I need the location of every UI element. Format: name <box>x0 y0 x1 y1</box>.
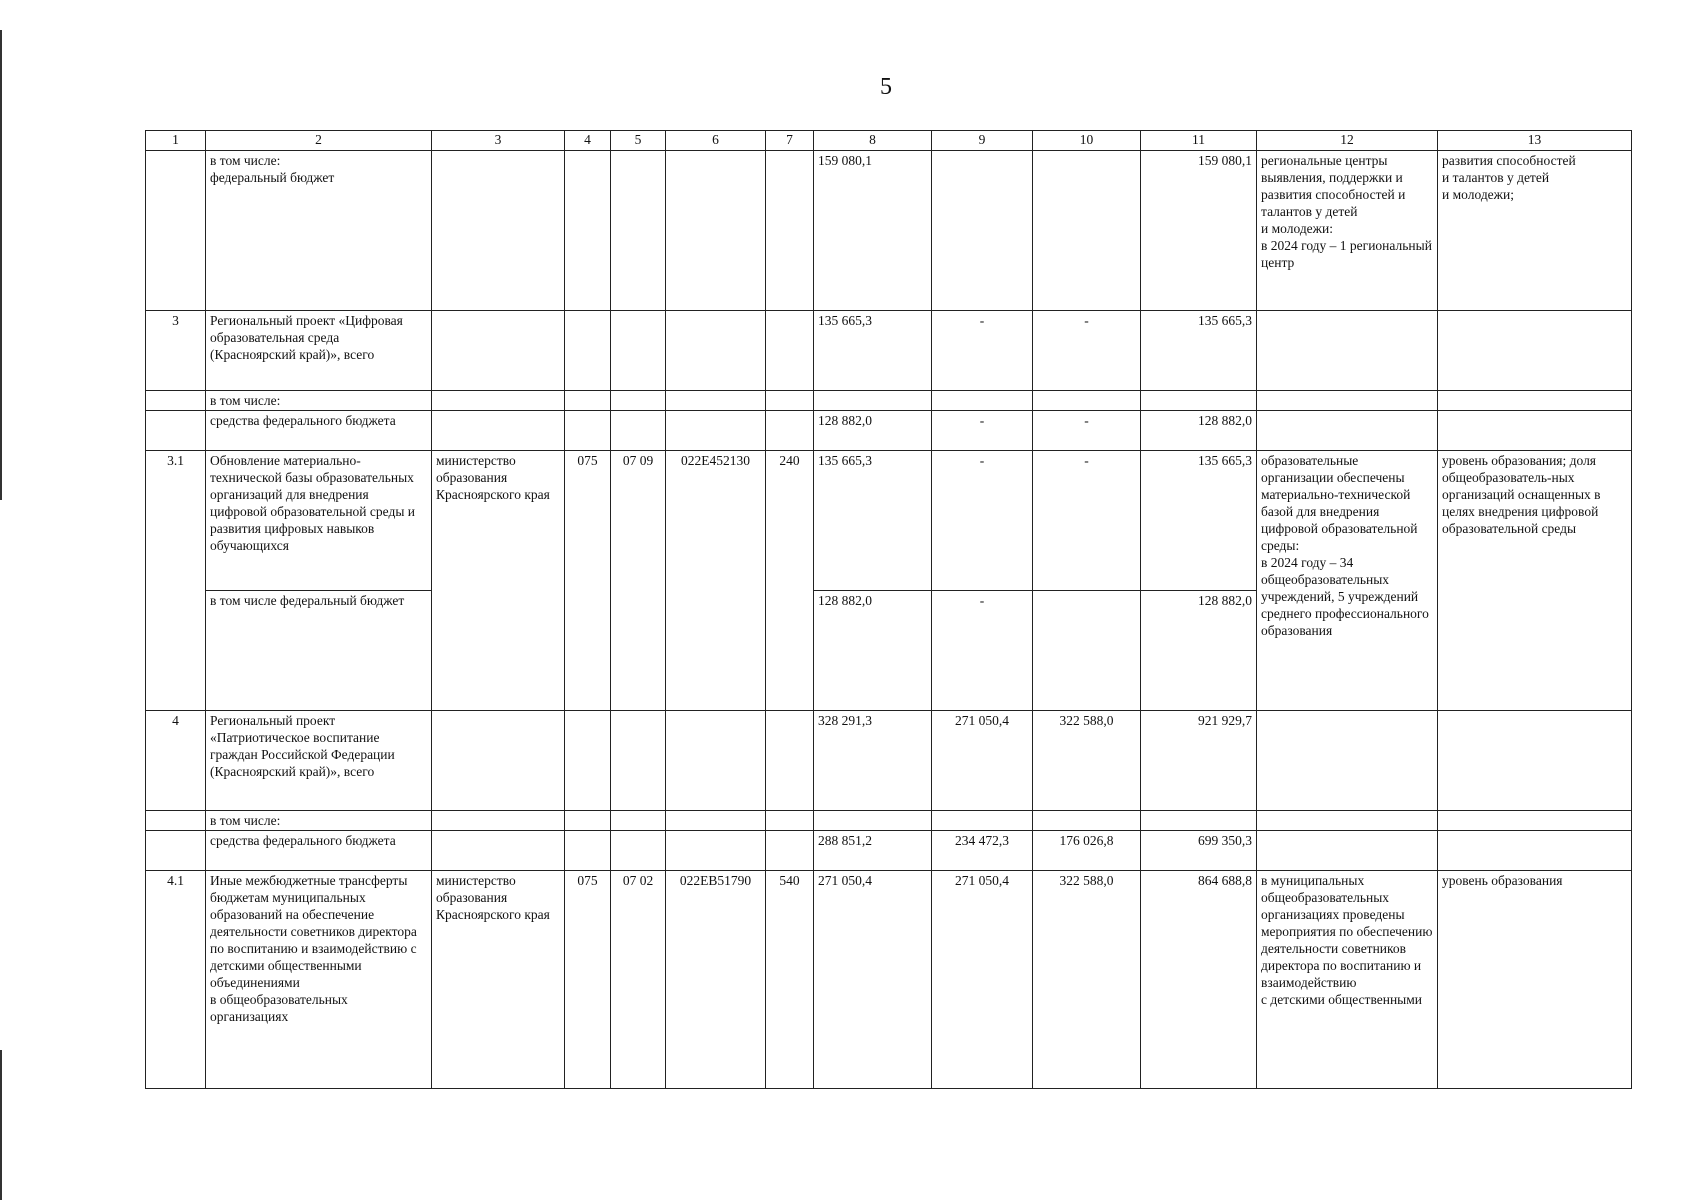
cell-year-2: 271 050,4 <box>932 871 1033 1089</box>
cell-number <box>146 151 206 311</box>
table-row <box>146 811 1632 831</box>
header-cell: 5 <box>611 131 666 151</box>
cell-indicator <box>1438 831 1632 871</box>
table-row <box>146 311 1632 391</box>
cell-total: 921 929,7 <box>1141 711 1257 811</box>
cell-indicator <box>1438 811 1632 831</box>
cell-grbs <box>565 411 611 451</box>
cell-indicator <box>1438 711 1632 811</box>
cell-vr: 540 <box>766 871 814 1089</box>
cell-year-3: - <box>1033 311 1141 391</box>
cell-number <box>146 811 206 831</box>
cell-year-3 <box>1033 591 1141 711</box>
cell-rzpr <box>611 391 666 411</box>
cell-indicator: развития способностей и талантов у детей и молодежи; <box>1438 151 1632 311</box>
cell-number: 4 <box>146 711 206 811</box>
cell-year-1 <box>814 391 932 411</box>
header-cell: 7 <box>766 131 814 151</box>
cell-result: региональные центры выявления, поддержки и развития способностей и талантов у детей и молодежи: в 2024 году – 1 региональный центр <box>1257 151 1438 311</box>
header-cell: 8 <box>814 131 932 151</box>
cell-csr <box>666 311 766 391</box>
cell-executor <box>432 151 565 311</box>
cell-number <box>146 411 206 451</box>
cell-name: в том числе: федеральный бюджет <box>206 151 432 311</box>
header-cell: 12 <box>1257 131 1438 151</box>
cell-year-3 <box>1033 391 1141 411</box>
cell-year-1: 328 291,3 <box>814 711 932 811</box>
cell-name: Обновление материально-технической базы образовательных организаций для внедрения цифровой образовательной среды и развития цифровых навыков обучающихся <box>206 451 432 591</box>
cell-rzpr <box>611 831 666 871</box>
cell-year-1: 135 665,3 <box>814 451 932 591</box>
cell-name: Региональный проект «Патриотическое воспитание граждан Российской Федерации (Красноярский край)», всего <box>206 711 432 811</box>
cell-number: 3 <box>146 311 206 391</box>
cell-year-1: 128 882,0 <box>814 411 932 451</box>
cell-name: в том числе федеральный бюджет <box>206 591 432 711</box>
cell-total: 159 080,1 <box>1141 151 1257 311</box>
cell-csr <box>666 391 766 411</box>
cell-total: 128 882,0 <box>1141 591 1257 711</box>
header-cell: 13 <box>1438 131 1632 151</box>
cell-number <box>146 831 206 871</box>
cell-indicator <box>1438 391 1632 411</box>
cell-rzpr <box>611 311 666 391</box>
cell-executor <box>432 831 565 871</box>
cell-vr <box>766 811 814 831</box>
cell-result: образовательные организации обеспечены материально-технической базой для внедрения цифровой образовательной среды: в 2024 году – 34 общеобразовательных учреждений, 5 учреждений среднего профессионального образования <box>1257 451 1438 711</box>
header-cell: 3 <box>432 131 565 151</box>
cell-grbs: 075 <box>565 871 611 1089</box>
cell-total: 135 665,3 <box>1141 451 1257 591</box>
cell-csr: 022EВ51790 <box>666 871 766 1089</box>
header-row <box>146 131 1632 151</box>
cell-vr <box>766 711 814 811</box>
header-cell: 4 <box>565 131 611 151</box>
cell-csr: 022E452130 <box>666 451 766 711</box>
cell-vr: 240 <box>766 451 814 711</box>
cell-year-2: - <box>932 591 1033 711</box>
cell-csr <box>666 151 766 311</box>
cell-indicator: уровень образования <box>1438 871 1632 1089</box>
cell-grbs <box>565 831 611 871</box>
cell-rzpr: 07 02 <box>611 871 666 1089</box>
cell-year-3 <box>1033 151 1141 311</box>
cell-year-1: 128 882,0 <box>814 591 932 711</box>
cell-csr <box>666 411 766 451</box>
cell-rzpr <box>611 151 666 311</box>
cell-total <box>1141 391 1257 411</box>
cell-rzpr <box>611 411 666 451</box>
cell-executor <box>432 391 565 411</box>
cell-year-2: 271 050,4 <box>932 711 1033 811</box>
cell-total: 128 882,0 <box>1141 411 1257 451</box>
cell-number: 4.1 <box>146 871 206 1089</box>
cell-executor <box>432 311 565 391</box>
cell-rzpr <box>611 811 666 831</box>
cell-total: 864 688,8 <box>1141 871 1257 1089</box>
cell-grbs <box>565 711 611 811</box>
header-cell: 6 <box>666 131 766 151</box>
cell-year-3: - <box>1033 411 1141 451</box>
cell-executor: министерство образования Красноярского края <box>432 451 565 711</box>
table-row <box>146 831 1632 871</box>
table-row <box>146 711 1632 811</box>
cell-grbs: 075 <box>565 451 611 711</box>
cell-name: средства федерального бюджета <box>206 411 432 451</box>
cell-grbs <box>565 151 611 311</box>
cell-year-1: 135 665,3 <box>814 311 932 391</box>
cell-year-2: - <box>932 411 1033 451</box>
cell-vr <box>766 151 814 311</box>
cell-result <box>1257 411 1438 451</box>
table-row <box>146 151 1632 311</box>
cell-number: 3.1 <box>146 451 206 711</box>
page-number: 5 <box>880 74 892 100</box>
cell-year-2 <box>932 151 1033 311</box>
cell-year-1: 288 851,2 <box>814 831 932 871</box>
table-row <box>146 451 1632 591</box>
header-cell: 2 <box>206 131 432 151</box>
header-cell: 1 <box>146 131 206 151</box>
cell-name: Иные межбюджетные трансферты бюджетам муниципальных образований на обеспечение деятельности советников директора по воспитанию и взаимодействию с детскими общественными объединениями в общеобразовательных организациях <box>206 871 432 1089</box>
cell-year-2 <box>932 391 1033 411</box>
cell-number <box>146 391 206 411</box>
cell-year-2: - <box>932 451 1033 591</box>
cell-year-3: - <box>1033 451 1141 591</box>
cell-executor <box>432 411 565 451</box>
cell-grbs <box>565 811 611 831</box>
cell-year-3: 322 588,0 <box>1033 871 1141 1089</box>
header-cell: 10 <box>1033 131 1141 151</box>
cell-year-2 <box>932 811 1033 831</box>
cell-rzpr: 07 09 <box>611 451 666 711</box>
cell-csr <box>666 831 766 871</box>
cell-year-1 <box>814 811 932 831</box>
cell-total <box>1141 811 1257 831</box>
cell-name: в том числе: <box>206 811 432 831</box>
cell-vr <box>766 311 814 391</box>
cell-csr <box>666 711 766 811</box>
cell-grbs <box>565 311 611 391</box>
cell-year-3 <box>1033 811 1141 831</box>
table-row <box>146 391 1632 411</box>
cell-vr <box>766 391 814 411</box>
cell-rzpr <box>611 711 666 811</box>
cell-name: в том числе: <box>206 391 432 411</box>
cell-csr <box>666 811 766 831</box>
cell-result <box>1257 711 1438 811</box>
cell-grbs <box>565 391 611 411</box>
cell-indicator: уровень образования; доля общеобразователь-ных организаций оснащенных в целях внедрения цифровой образовательной среды <box>1438 451 1632 711</box>
table-row <box>146 411 1632 451</box>
table-row <box>146 871 1632 1089</box>
cell-year-3: 322 588,0 <box>1033 711 1141 811</box>
cell-year-1: 271 050,4 <box>814 871 932 1089</box>
left-margin-line <box>0 1050 2 1200</box>
cell-year-3: 176 026,8 <box>1033 831 1141 871</box>
cell-result: в муниципальных общеобразовательных организациях проведены мероприятия по обеспечению деятельности советников директора по воспитанию и взаимодействию с детскими общественными <box>1257 871 1438 1089</box>
cell-total: 699 350,3 <box>1141 831 1257 871</box>
cell-result <box>1257 831 1438 871</box>
cell-year-2: - <box>932 311 1033 391</box>
cell-result <box>1257 811 1438 831</box>
cell-indicator <box>1438 411 1632 451</box>
cell-name: Региональный проект «Цифровая образовательная среда (Красноярский край)», всего <box>206 311 432 391</box>
cell-executor <box>432 811 565 831</box>
cell-result <box>1257 391 1438 411</box>
budget-table <box>145 130 1632 1089</box>
cell-year-2: 234 472,3 <box>932 831 1033 871</box>
cell-vr <box>766 831 814 871</box>
cell-year-1: 159 080,1 <box>814 151 932 311</box>
cell-executor <box>432 711 565 811</box>
header-cell: 11 <box>1141 131 1257 151</box>
cell-executor: министерство образования Красноярского края <box>432 871 565 1089</box>
header-cell: 9 <box>932 131 1033 151</box>
cell-name: средства федерального бюджета <box>206 831 432 871</box>
cell-total: 135 665,3 <box>1141 311 1257 391</box>
cell-result <box>1257 311 1438 391</box>
cell-indicator <box>1438 311 1632 391</box>
cell-vr <box>766 411 814 451</box>
